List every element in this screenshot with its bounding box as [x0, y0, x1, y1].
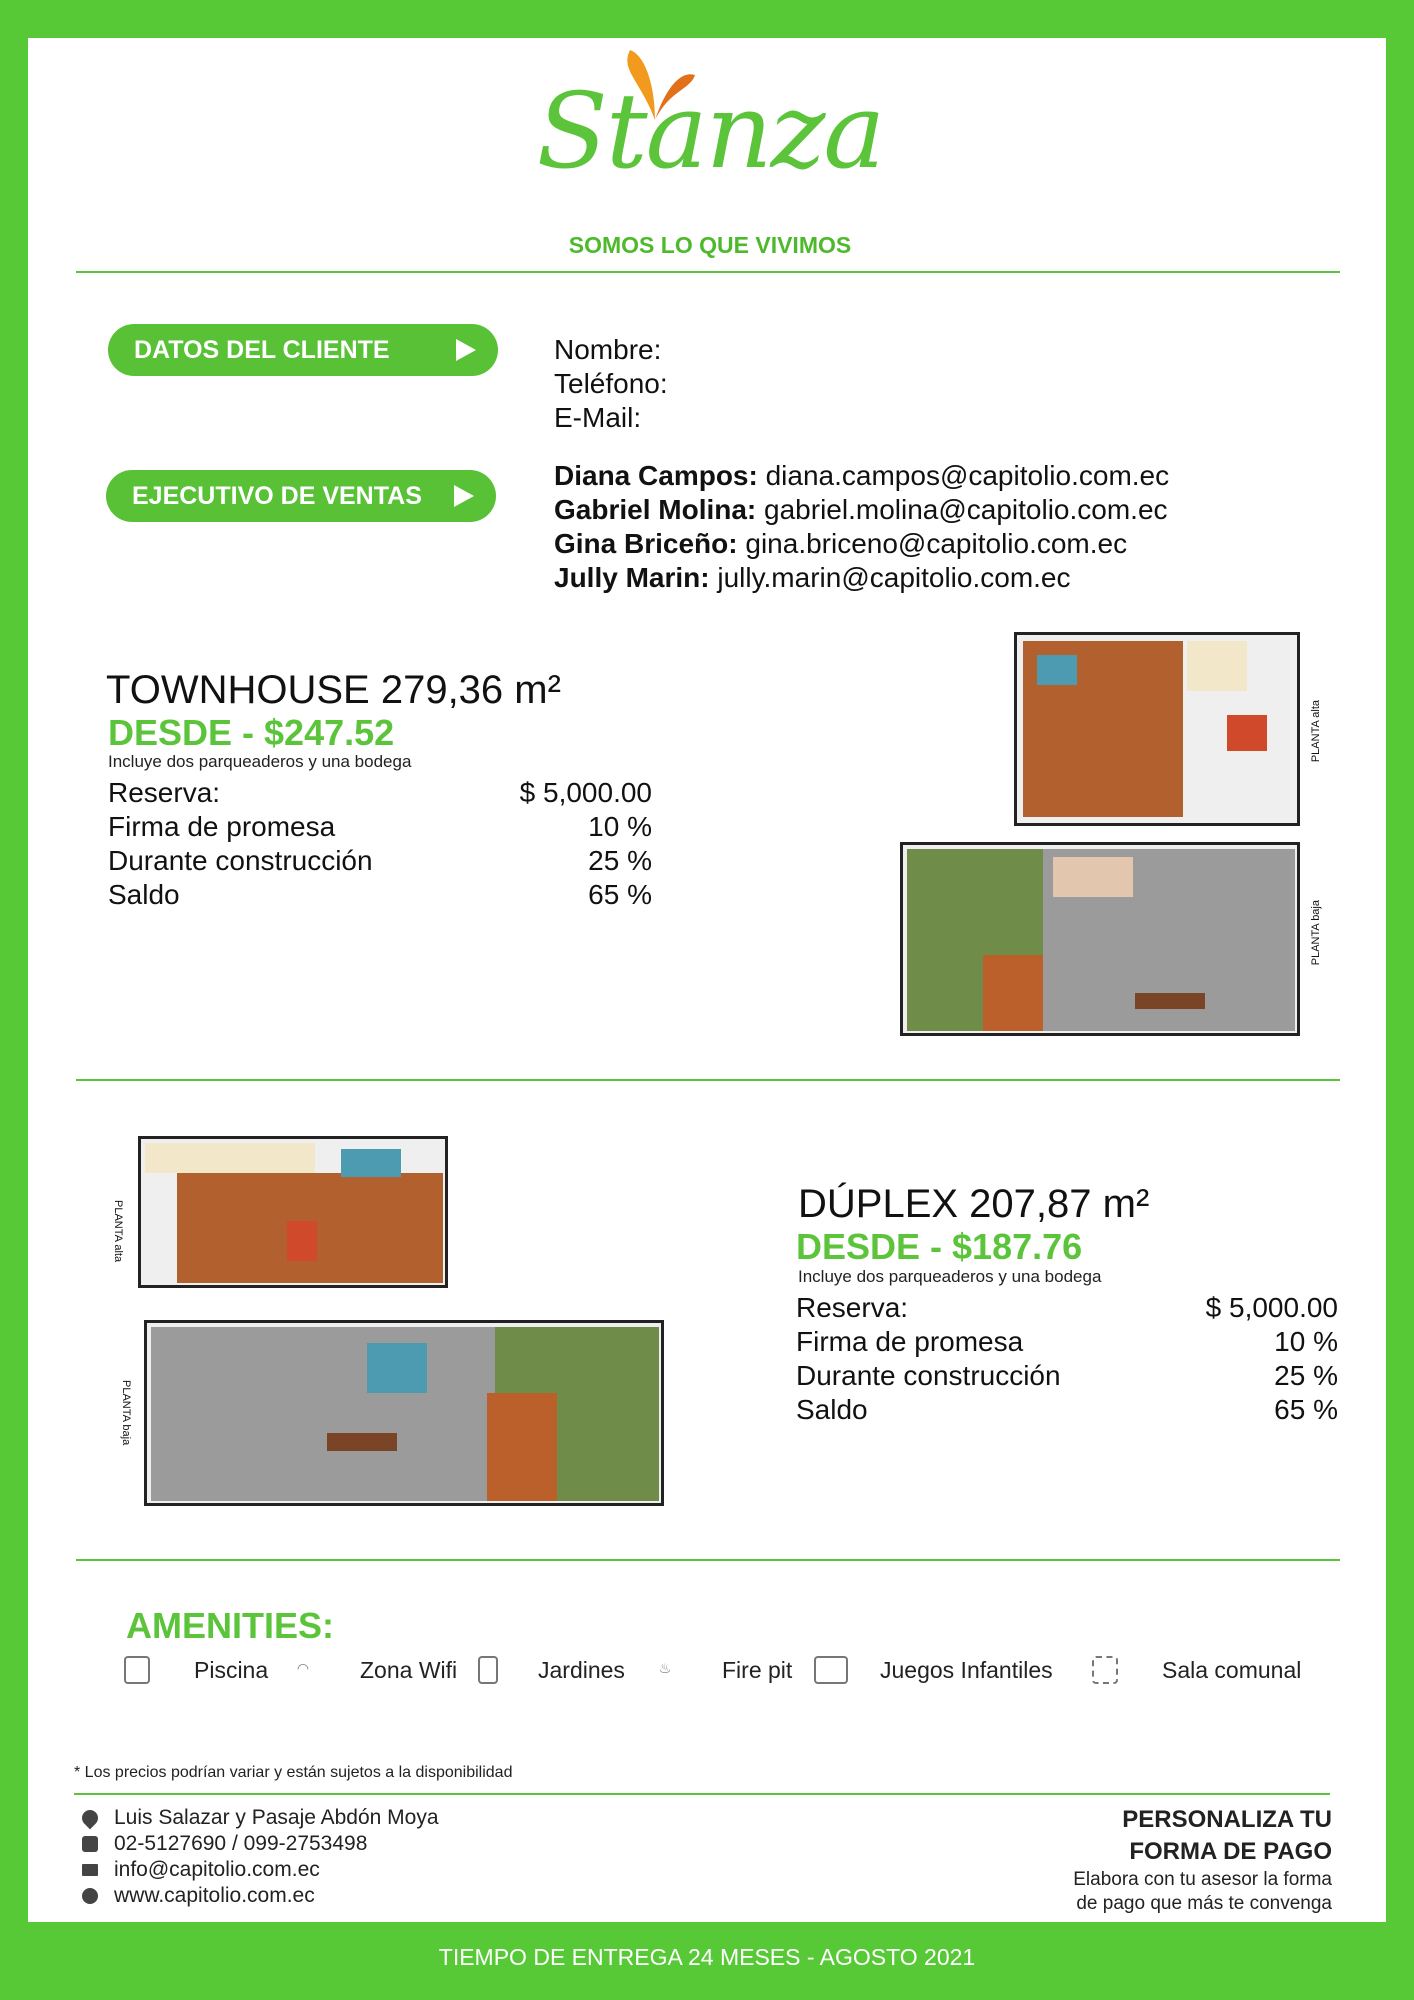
- plan-label: PLANTA alta: [1310, 700, 1322, 763]
- townhouse-payment-table: [108, 776, 652, 912]
- payment-row: Firma de promesa 10 %: [108, 811, 652, 842]
- sales-executive-button[interactable]: [106, 470, 496, 522]
- executive-item: Diana Campos: diana.campos@capitolio.com.ec: [554, 460, 1170, 491]
- townhouse-price: DESDE - $247.52: [108, 712, 395, 753]
- contact-phone: 02-5127690 / 099-2753498: [82, 1832, 367, 1856]
- townhouse-note: Incluye dos parqueaderos y una bodega: [108, 752, 412, 771]
- duplex-price: DESDE - $187.76: [796, 1226, 1083, 1267]
- garden-icon: [478, 1656, 498, 1684]
- brand-tagline: SOMOS LO QUE VIVIMOS: [568, 232, 852, 258]
- townhouse-upper-floor-plan: [1014, 632, 1300, 826]
- plan-label: PLANTA baja: [120, 1380, 132, 1446]
- contact-email[interactable]: info@capitolio.com.ec: [82, 1858, 320, 1882]
- client-phone-field[interactable]: Teléfono:: [554, 368, 668, 399]
- play-arrow-icon: [456, 339, 476, 361]
- delivery-time-footer: TIEMPO DE ENTREGA 24 MESES - AGOSTO 2021: [438, 1944, 976, 1970]
- client-email-field[interactable]: E-Mail:: [554, 402, 642, 433]
- plan-label: PLANTA baja: [1310, 900, 1322, 966]
- payment-row: Saldo 65 %: [108, 879, 652, 910]
- executive-email[interactable]: gina.briceno@capitolio.com.ec: [745, 528, 1128, 559]
- payment-row: Durante construcción 25 %: [108, 845, 652, 876]
- townhouse-lower-floor-plan: [900, 842, 1300, 1036]
- wifi-icon: ◠: [296, 1660, 310, 1676]
- sales-executive-label: EJECUTIVO DE VENTAS: [132, 481, 422, 510]
- contact-website[interactable]: www.capitolio.com.ec: [82, 1884, 315, 1908]
- executive-email[interactable]: jully.marin@capitolio.com.ec: [717, 562, 1071, 593]
- location-pin-icon: [79, 1807, 102, 1830]
- client-name-field[interactable]: Nombre:: [554, 334, 662, 365]
- executive-item: Gina Briceño: gina.briceno@capitolio.com.ec: [554, 528, 1128, 559]
- phone-icon: [82, 1836, 98, 1852]
- executive-item: Gabriel Molina: gabriel.molina@capitolio.com.ec: [554, 494, 1168, 525]
- swing-icon: [814, 1656, 848, 1684]
- contact-address: Luis Salazar y Pasaje Abdón Moya: [82, 1806, 439, 1830]
- envelope-icon: [82, 1864, 98, 1876]
- amenity-item: Sala comunal: [1092, 1656, 1301, 1684]
- amenity-item: Piscina: [124, 1656, 268, 1684]
- amenities-title: AMENITIES:: [126, 1605, 335, 1646]
- payment-row: Saldo 65 %: [796, 1394, 1338, 1425]
- executive-item: Jully Marin: jully.marin@capitolio.com.ec: [554, 562, 1071, 593]
- pool-icon: [124, 1656, 150, 1684]
- price-disclaimer: * Los precios podrían variar y están sujetos a la disponibilidad: [74, 1764, 513, 1781]
- executive-email[interactable]: diana.campos@capitolio.com.ec: [765, 460, 1170, 491]
- amenity-item: ♨ Fire pit: [652, 1656, 792, 1684]
- divider: [76, 1559, 1340, 1561]
- payment-row: Reserva: $ 5,000.00: [108, 777, 652, 808]
- amenity-item: Juegos Infantiles: [814, 1656, 1053, 1684]
- amenity-item: ◠ Zona Wifi: [290, 1656, 457, 1684]
- divider: [74, 1793, 1330, 1795]
- client-data-button[interactable]: [108, 324, 498, 376]
- payment-row: Durante construcción 25 %: [796, 1360, 1338, 1391]
- executive-email[interactable]: gabriel.molina@capitolio.com.ec: [764, 494, 1168, 525]
- amenity-item: Jardines: [478, 1656, 625, 1684]
- townhouse-title: TOWNHOUSE 279,36 m²: [106, 668, 561, 712]
- duplex-payment-table: [796, 1291, 1338, 1427]
- duplex-upper-floor-plan: [138, 1136, 448, 1288]
- duplex-note: Incluye dos parqueaderos y una bodega: [798, 1267, 1102, 1286]
- duplex-title: DÚPLEX 207,87 m²: [798, 1182, 1150, 1226]
- plan-label: PLANTA alta: [112, 1200, 124, 1263]
- custom-payment-title: PERSONALIZA TU FORMA DE PAGO: [1122, 1806, 1332, 1865]
- logo-text: Stanza: [536, 70, 884, 192]
- divider: [76, 1079, 1340, 1081]
- globe-icon: [82, 1888, 98, 1904]
- client-data-label: DATOS DEL CLIENTE: [134, 335, 390, 364]
- duplex-lower-floor-plan: [144, 1320, 664, 1506]
- payment-row: Firma de promesa 10 %: [796, 1326, 1338, 1357]
- fire-pit-icon: ♨: [658, 1660, 672, 1676]
- custom-payment-subtitle: Elabora con tu asesor la forma de pago que más te convenga: [1073, 1869, 1332, 1914]
- divider: [76, 271, 1340, 273]
- calendar-icon: [1092, 1656, 1118, 1684]
- payment-row: Reserva: $ 5,000.00: [796, 1292, 1338, 1323]
- play-arrow-icon: [454, 485, 474, 507]
